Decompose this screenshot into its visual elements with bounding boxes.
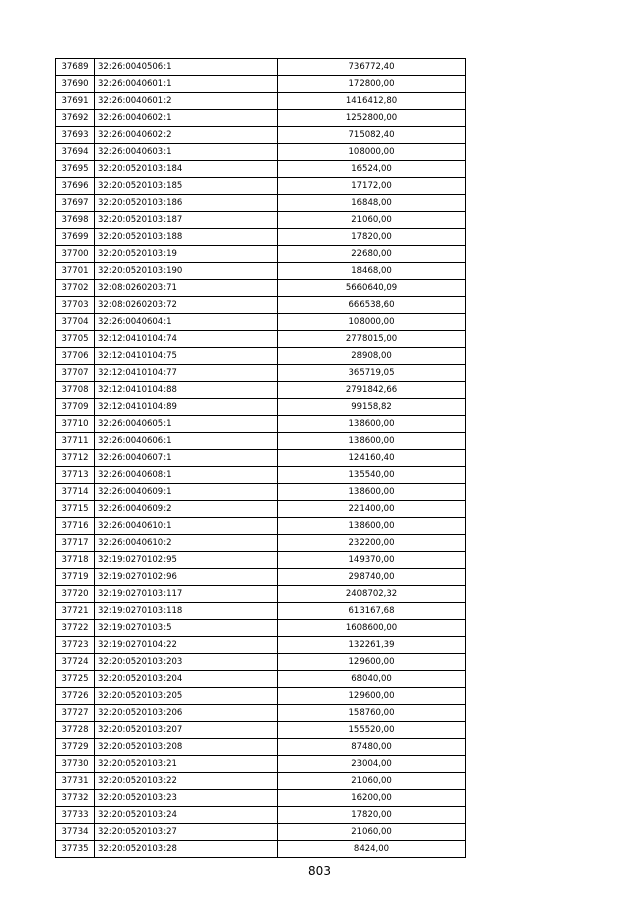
cadastral-number-cell: 32:20:0520103:19 xyxy=(95,246,278,263)
table-row xyxy=(56,416,466,433)
table-row xyxy=(56,790,466,807)
table-row xyxy=(56,433,466,450)
cadastral-value-cell: 129600,00 xyxy=(278,654,466,671)
cadastral-value-cell: 99158,82 xyxy=(278,399,466,416)
cadastral-number-cell: 32:19:0270103:118 xyxy=(95,603,278,620)
table-row xyxy=(56,552,466,569)
table-row xyxy=(56,586,466,603)
cadastral-number-cell: 32:12:0410104:75 xyxy=(95,348,278,365)
table-row xyxy=(56,773,466,790)
table-row xyxy=(56,382,466,399)
cadastral-value-cell: 17820,00 xyxy=(278,807,466,824)
table-body xyxy=(56,59,466,858)
cadastral-value-cell: 23004,00 xyxy=(278,756,466,773)
cadastral-number-cell: 32:19:0270103:5 xyxy=(95,620,278,637)
row-number-cell: 37735 xyxy=(56,841,95,858)
cadastral-number-cell: 32:26:0040606:1 xyxy=(95,433,278,450)
row-number-cell: 37728 xyxy=(56,722,95,739)
cadastral-value-cell: 2791842,66 xyxy=(278,382,466,399)
row-number-cell: 37696 xyxy=(56,178,95,195)
cadastral-value-cell: 2778015,00 xyxy=(278,331,466,348)
row-number-cell: 37720 xyxy=(56,586,95,603)
row-number-cell: 37733 xyxy=(56,807,95,824)
cadastral-number-cell: 32:26:0040604:1 xyxy=(95,314,278,331)
table-row xyxy=(56,178,466,195)
table-row xyxy=(56,569,466,586)
cadastral-value-cell: 138600,00 xyxy=(278,518,466,535)
cadastral-number-cell: 32:26:0040601:2 xyxy=(95,93,278,110)
cadastral-value-cell: 155520,00 xyxy=(278,722,466,739)
cadastral-value-cell: 138600,00 xyxy=(278,484,466,501)
table-row xyxy=(56,654,466,671)
row-number-cell: 37717 xyxy=(56,535,95,552)
cadastral-number-cell: 32:08:0260203:72 xyxy=(95,297,278,314)
cadastral-number-cell: 32:26:0040605:1 xyxy=(95,416,278,433)
table-row xyxy=(56,807,466,824)
cadastral-value-cell: 138600,00 xyxy=(278,433,466,450)
cadastral-value-cell: 1252800,00 xyxy=(278,110,466,127)
cadastre-value-table xyxy=(55,58,466,858)
table-row xyxy=(56,229,466,246)
cadastral-number-cell: 32:20:0520103:24 xyxy=(95,807,278,824)
cadastral-number-cell: 32:26:0040602:2 xyxy=(95,127,278,144)
cadastral-number-cell: 32:26:0040608:1 xyxy=(95,467,278,484)
table-row xyxy=(56,314,466,331)
cadastral-number-cell: 32:20:0520103:187 xyxy=(95,212,278,229)
cadastral-value-cell: 87480,00 xyxy=(278,739,466,756)
cadastral-value-cell: 22680,00 xyxy=(278,246,466,263)
cadastral-number-cell: 32:20:0520103:27 xyxy=(95,824,278,841)
cadastral-number-cell: 32:20:0520103:22 xyxy=(95,773,278,790)
table-row xyxy=(56,127,466,144)
row-number-cell: 37732 xyxy=(56,790,95,807)
row-number-cell: 37721 xyxy=(56,603,95,620)
row-number-cell: 37694 xyxy=(56,144,95,161)
table-row xyxy=(56,671,466,688)
cadastral-value-cell: 17820,00 xyxy=(278,229,466,246)
table-row xyxy=(56,331,466,348)
row-number-cell: 37707 xyxy=(56,365,95,382)
cadastral-number-cell: 32:20:0520103:184 xyxy=(95,161,278,178)
table-row xyxy=(56,637,466,654)
table-row xyxy=(56,501,466,518)
cadastral-number-cell: 32:12:0410104:89 xyxy=(95,399,278,416)
cadastral-number-cell: 32:26:0040609:2 xyxy=(95,501,278,518)
cadastral-value-cell: 232200,00 xyxy=(278,535,466,552)
cadastral-number-cell: 32:08:0260203:71 xyxy=(95,280,278,297)
cadastral-value-cell: 108000,00 xyxy=(278,144,466,161)
row-number-cell: 37704 xyxy=(56,314,95,331)
table-row xyxy=(56,450,466,467)
table-row xyxy=(56,535,466,552)
cadastral-number-cell: 32:12:0410104:77 xyxy=(95,365,278,382)
cadastral-number-cell: 32:20:0520103:23 xyxy=(95,790,278,807)
cadastral-number-cell: 32:26:0040601:1 xyxy=(95,76,278,93)
cadastral-value-cell: 16524,00 xyxy=(278,161,466,178)
row-number-cell: 37691 xyxy=(56,93,95,110)
table-row xyxy=(56,399,466,416)
cadastral-value-cell: 21060,00 xyxy=(278,824,466,841)
row-number-cell: 37714 xyxy=(56,484,95,501)
table-row xyxy=(56,93,466,110)
cadastral-number-cell: 32:20:0520103:204 xyxy=(95,671,278,688)
row-number-cell: 37734 xyxy=(56,824,95,841)
row-number-cell: 37713 xyxy=(56,467,95,484)
cadastral-number-cell: 32:19:0270102:95 xyxy=(95,552,278,569)
row-number-cell: 37719 xyxy=(56,569,95,586)
cadastral-number-cell: 32:26:0040609:1 xyxy=(95,484,278,501)
cadastral-value-cell: 124160,40 xyxy=(278,450,466,467)
cadastral-value-cell: 666538,60 xyxy=(278,297,466,314)
cadastral-number-cell: 32:26:0040607:1 xyxy=(95,450,278,467)
cadastral-value-cell: 298740,00 xyxy=(278,569,466,586)
cadastral-value-cell: 135540,00 xyxy=(278,467,466,484)
table-row xyxy=(56,739,466,756)
table-row xyxy=(56,280,466,297)
cadastral-number-cell: 32:19:0270103:117 xyxy=(95,586,278,603)
cadastral-number-cell: 32:20:0520103:21 xyxy=(95,756,278,773)
cadastral-number-cell: 32:12:0410104:88 xyxy=(95,382,278,399)
cadastral-value-cell: 28908,00 xyxy=(278,348,466,365)
table-row xyxy=(56,144,466,161)
row-number-cell: 37726 xyxy=(56,688,95,705)
table-row xyxy=(56,824,466,841)
cadastral-value-cell: 221400,00 xyxy=(278,501,466,518)
table-row xyxy=(56,722,466,739)
cadastral-value-cell: 613167,68 xyxy=(278,603,466,620)
cadastral-number-cell: 32:26:0040610:2 xyxy=(95,535,278,552)
cadastral-value-cell: 16848,00 xyxy=(278,195,466,212)
table-row xyxy=(56,365,466,382)
row-number-cell: 37698 xyxy=(56,212,95,229)
row-number-cell: 37725 xyxy=(56,671,95,688)
table-row xyxy=(56,110,466,127)
row-number-cell: 37708 xyxy=(56,382,95,399)
cadastral-number-cell: 32:26:0040602:1 xyxy=(95,110,278,127)
row-number-cell: 37703 xyxy=(56,297,95,314)
cadastral-value-cell: 68040,00 xyxy=(278,671,466,688)
row-number-cell: 37693 xyxy=(56,127,95,144)
table-row xyxy=(56,212,466,229)
cadastral-number-cell: 32:20:0520103:203 xyxy=(95,654,278,671)
row-number-cell: 37701 xyxy=(56,263,95,280)
cadastral-value-cell: 18468,00 xyxy=(278,263,466,280)
row-number-cell: 37723 xyxy=(56,637,95,654)
row-number-cell: 37722 xyxy=(56,620,95,637)
cadastral-value-cell: 17172,00 xyxy=(278,178,466,195)
row-number-cell: 37716 xyxy=(56,518,95,535)
row-number-cell: 37710 xyxy=(56,416,95,433)
cadastral-value-cell: 149370,00 xyxy=(278,552,466,569)
cadastral-value-cell: 2408702,32 xyxy=(278,586,466,603)
table-row xyxy=(56,705,466,722)
row-number-cell: 37727 xyxy=(56,705,95,722)
table-row xyxy=(56,841,466,858)
cadastral-value-cell: 138600,00 xyxy=(278,416,466,433)
cadastral-number-cell: 32:19:0270102:96 xyxy=(95,569,278,586)
cadastral-value-cell: 16200,00 xyxy=(278,790,466,807)
table-row xyxy=(56,246,466,263)
table-row xyxy=(56,297,466,314)
cadastral-value-cell: 1416412,80 xyxy=(278,93,466,110)
cadastral-number-cell: 32:20:0520103:185 xyxy=(95,178,278,195)
table-row xyxy=(56,348,466,365)
row-number-cell: 37697 xyxy=(56,195,95,212)
cadastral-number-cell: 32:20:0520103:188 xyxy=(95,229,278,246)
cadastral-number-cell: 32:19:0270104:22 xyxy=(95,637,278,654)
row-number-cell: 37699 xyxy=(56,229,95,246)
row-number-cell: 37702 xyxy=(56,280,95,297)
cadastral-number-cell: 32:26:0040610:1 xyxy=(95,518,278,535)
cadastral-value-cell: 8424,00 xyxy=(278,841,466,858)
row-number-cell: 37711 xyxy=(56,433,95,450)
row-number-cell: 37729 xyxy=(56,739,95,756)
row-number-cell: 37695 xyxy=(56,161,95,178)
cadastral-number-cell: 32:20:0520103:28 xyxy=(95,841,278,858)
row-number-cell: 37700 xyxy=(56,246,95,263)
table-row xyxy=(56,76,466,93)
row-number-cell: 37724 xyxy=(56,654,95,671)
cadastral-value-cell: 5660640,09 xyxy=(278,280,466,297)
cadastral-number-cell: 32:20:0520103:206 xyxy=(95,705,278,722)
cadastral-value-cell: 108000,00 xyxy=(278,314,466,331)
table-row xyxy=(56,263,466,280)
cadastral-value-cell: 21060,00 xyxy=(278,212,466,229)
cadastral-value-cell: 158760,00 xyxy=(278,705,466,722)
cadastral-number-cell: 32:20:0520103:186 xyxy=(95,195,278,212)
cadastral-number-cell: 32:12:0410104:74 xyxy=(95,331,278,348)
cadastral-value-cell: 365719,05 xyxy=(278,365,466,382)
table-row xyxy=(56,518,466,535)
row-number-cell: 37709 xyxy=(56,399,95,416)
cadastral-number-cell: 32:20:0520103:205 xyxy=(95,688,278,705)
cadastral-value-cell: 1608600,00 xyxy=(278,620,466,637)
row-number-cell: 37690 xyxy=(56,76,95,93)
table-row xyxy=(56,161,466,178)
table-row xyxy=(56,59,466,76)
cadastral-value-cell: 132261,39 xyxy=(278,637,466,654)
row-number-cell: 37731 xyxy=(56,773,95,790)
row-number-cell: 37718 xyxy=(56,552,95,569)
row-number-cell: 37712 xyxy=(56,450,95,467)
table-row xyxy=(56,603,466,620)
cadastral-number-cell: 32:20:0520103:207 xyxy=(95,722,278,739)
row-number-cell: 37715 xyxy=(56,501,95,518)
table-row xyxy=(56,620,466,637)
table-row xyxy=(56,484,466,501)
cadastral-value-cell: 129600,00 xyxy=(278,688,466,705)
cadastral-value-cell: 736772,40 xyxy=(278,59,466,76)
row-number-cell: 37692 xyxy=(56,110,95,127)
table-row xyxy=(56,756,466,773)
cadastral-number-cell: 32:20:0520103:190 xyxy=(95,263,278,280)
row-number-cell: 37706 xyxy=(56,348,95,365)
cadastral-number-cell: 32:20:0520103:208 xyxy=(95,739,278,756)
cadastral-value-cell: 715082,40 xyxy=(278,127,466,144)
row-number-cell: 37730 xyxy=(56,756,95,773)
page-number: 803 xyxy=(308,864,331,878)
table-row xyxy=(56,467,466,484)
cadastral-number-cell: 32:26:0040506:1 xyxy=(95,59,278,76)
cadastral-value-cell: 21060,00 xyxy=(278,773,466,790)
table-row xyxy=(56,688,466,705)
row-number-cell: 37689 xyxy=(56,59,95,76)
cadastral-number-cell: 32:26:0040603:1 xyxy=(95,144,278,161)
table-row xyxy=(56,195,466,212)
row-number-cell: 37705 xyxy=(56,331,95,348)
cadastral-value-cell: 172800,00 xyxy=(278,76,466,93)
